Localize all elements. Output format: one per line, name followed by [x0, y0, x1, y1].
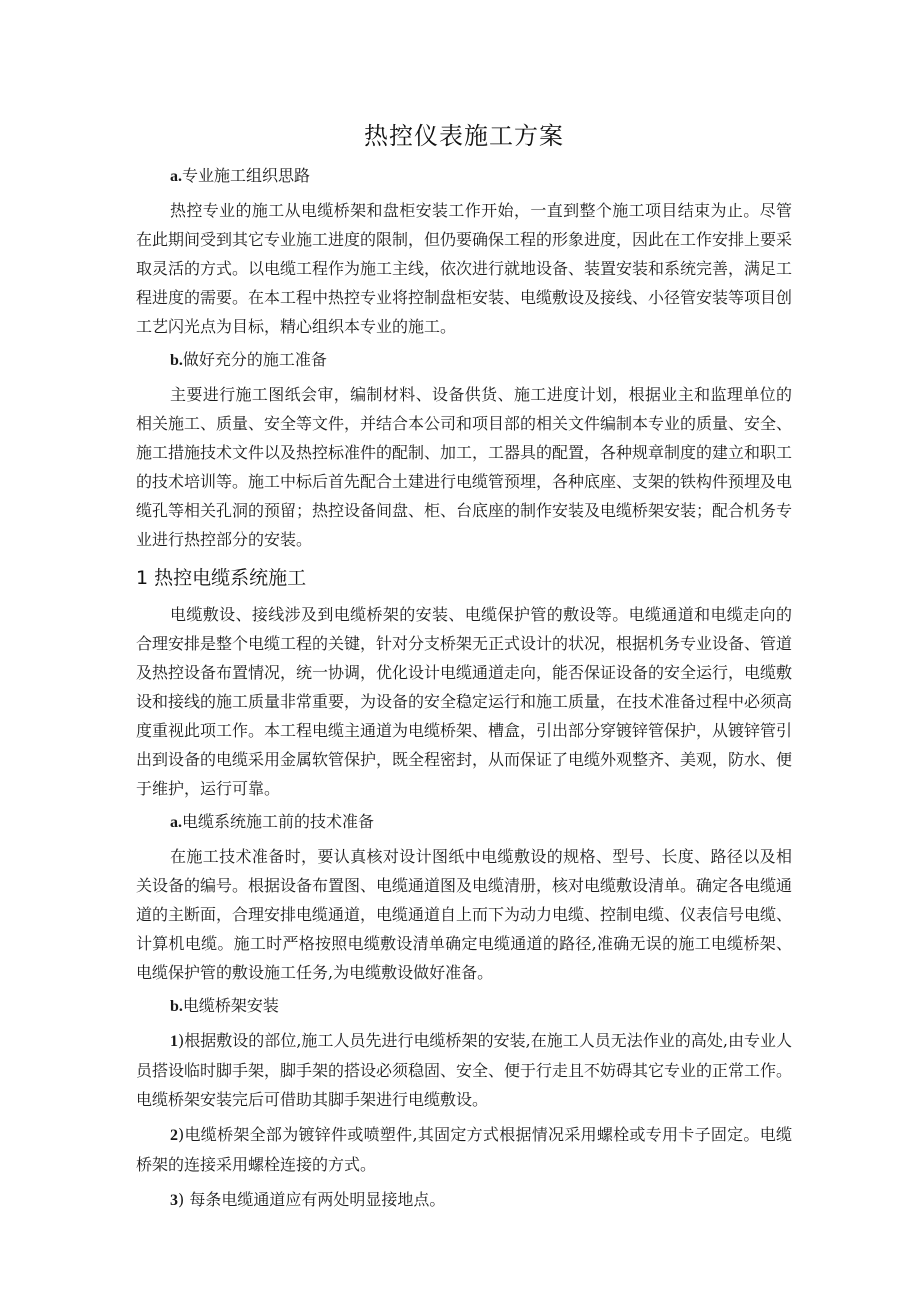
subheading-1b [136, 993, 792, 1020]
subheading-1a [136, 809, 792, 836]
document-title: 热控仪表施工方案 [364, 122, 564, 150]
subheading-text: 专业施工组织思路 [182, 166, 311, 185]
paragraph-organization: 热控专业的施工从电缆桥架和盘柜安装工作开始，一直到整个施工项目结束为止。尽管在此期间受到其它专业施工进度的限制，但仍要确保工程的形象进度，因此在工作安排上要采取灵活的方式。以电缆工程作为施工主线，依次进行就地设备、装置安装和系统完善，满足工程进度的需要。在本工程中热控专业将控制盘柜安装、电缆敷设及接线、小径管安装等项目创工艺闪光点为目标，精心组织本专业的施工。 [136, 201, 793, 336]
subheading-b [136, 347, 792, 374]
section-heading-1: 1 热控电缆系统施工 [136, 567, 307, 589]
item-text: )电缆桥架全部为镀锌件或喷塑件,其固定方式根据情况采用螺栓或专用卡子固定。电缆桥架的连接采用螺栓连接的方式。 [136, 1125, 792, 1174]
item-number: 1 [170, 1033, 178, 1050]
paragraph-technical-prep: 在施工技术准备时，要认真核对设计图纸中电缆敷设的规格、型号、长度、路径以及相关设备的编号。根据设备布置图、电缆通道图及电缆清册，核对电缆敷设清单。确定各电缆通道的主断面，合理安排电缆通道，电缆通道自上而下为动力电缆、控制电缆、仪表信号电缆、计算机电缆。施工时严格按照电缆敷设清单确定电缆通道的路径,准确无误的施工电缆桥架、电缆保护管的敷设施工任务,为电缆敷设做好准备。 [136, 847, 793, 982]
item-number: 2 [170, 1127, 178, 1144]
subheading-marker: a. [170, 168, 182, 185]
subheading-marker: b. [170, 998, 183, 1015]
paragraph-preparation: 主要进行施工图纸会审，编制材料、设备供货、施工进度计划，根据业主和监理单位的相关施工、质量、安全等文件，并结合本公司和项目部的相关文件编制本专业的质量、安全、施工措施技术文件以及热控标准件的配制、加工，工器具的配置，各种规章制度的建立和职工的技术培训等。施工中标后首先配合土建进行电缆管预埋，各种底座、支架的铁构件预埋及电缆孔等相关孔洞的预留；热控设备间盘、柜、台底座的制作安装及电缆桥架安装；配合机务专业进行热控部分的安装。 [136, 385, 793, 549]
document-page [136, 118, 792, 1221]
subheading-a [136, 163, 792, 190]
item-text: )根据敷设的部位,施工人员先进行电缆桥架的安装,在施工人员无法作业的高处,由专业人员搭设临时脚手架，脚手架的搭设必须稳固、安全、便于行走且不妨碍其它专业的正常工作。电缆桥架安装完后可借助其脚手架进行电缆敷设。 [136, 1031, 793, 1109]
subheading-marker: b. [170, 352, 183, 369]
list-item-1 [136, 1026, 792, 1114]
paragraph-cable-system: 电缆敷设、接线涉及到电缆桥架的安装、电缆保护管的敷设等。电缆通道和电缆走向的合理安排是整个电缆工程的关键，针对分支桥架无正式设计的状况，根据机务专业设备、管道及热控设备布置情况，统一协调，优化设计电缆通道走向，能否保证设备的安全运行，电缆敷设和接线的施工质量非常重要，为设备的安全稳定运行和施工质量，在技术准备过程中必须高度重视此项工作。本工程电缆主通道为电缆桥架、槽盒，引出部分穿镀锌管保护，从镀锌管引出到设备的电缆采用金属软管保护，既全程密封，从而保证了电缆外观整齐、美观，防水、便于维护，运行可靠。 [136, 605, 793, 798]
list-item-3 [136, 1185, 792, 1215]
item-number: 3 [170, 1192, 178, 1209]
item-text: ) 每条电缆通道应有两处明显接地点。 [178, 1190, 446, 1209]
subheading-text: 电缆桥架安装 [182, 996, 279, 1015]
subheading-text: 电缆系统施工前的技术准备 [182, 812, 375, 831]
list-item-2 [136, 1120, 792, 1179]
subheading-text: 做好充分的施工准备 [182, 350, 327, 369]
subheading-marker: a. [170, 814, 182, 831]
